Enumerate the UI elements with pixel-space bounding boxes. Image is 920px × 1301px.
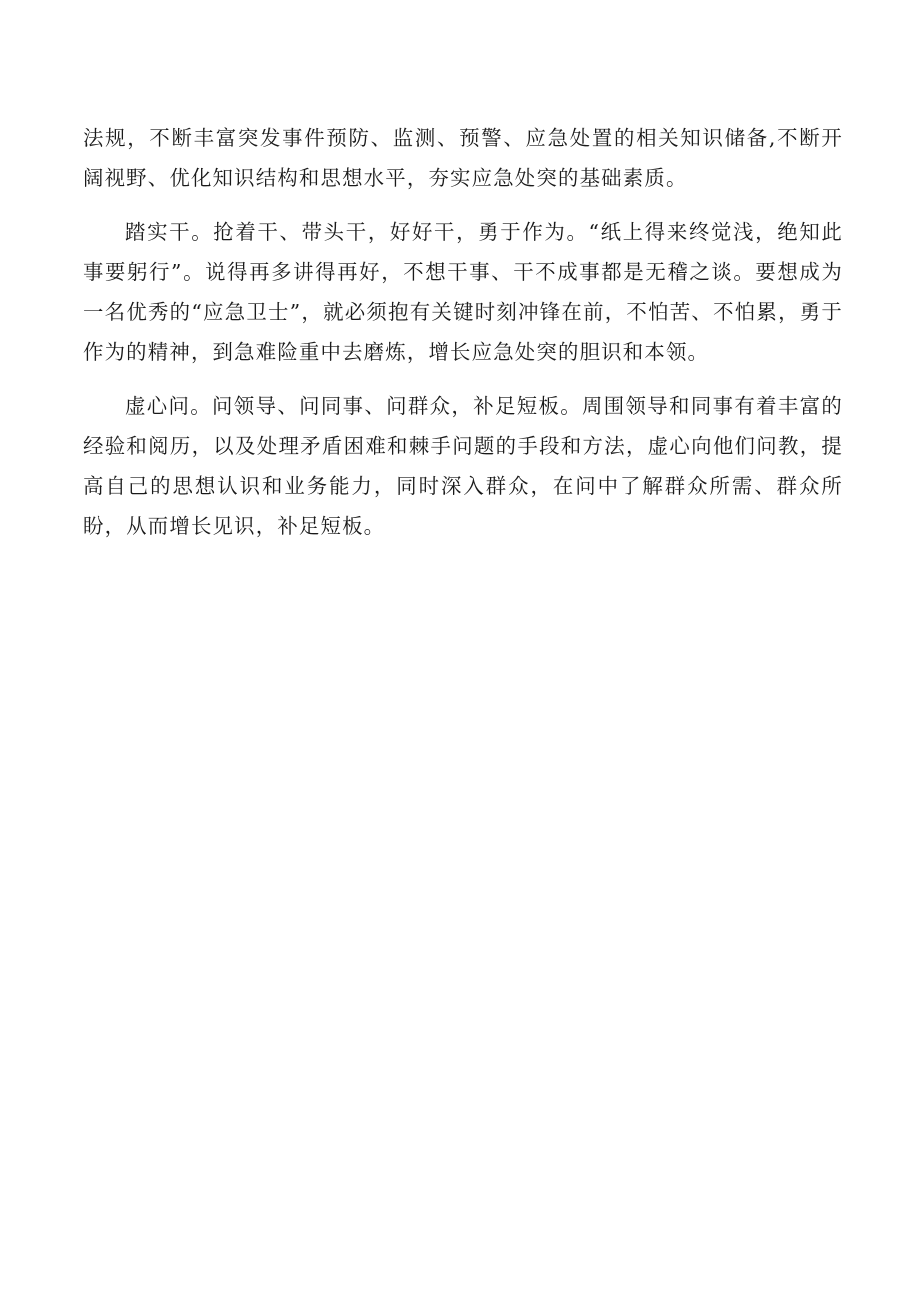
paragraph-xuxinwen: 虚心问。问领导、问同事、问群众，补足短板。周围领导和同事有着丰富的经验和阅历，以及处理矛盾困难和棘手问题的手段和方法，虚心向他们问教，提高自己的思想认识和业务能力，同时深入群众，在问中了解群众所需、群众所盼，从而增长见识，补足短板。 [83,394,843,538]
paragraph-continued: 法规，不断丰富突发事件预防、监测、预警、应急处置的相关知识储备,不断开阔视野、优化知识结构和思想水平，夯实应急处突的基础素质。 [83,126,843,190]
document-body [83,118,843,560]
paragraph-tashigan: 踏实干。抢着干、带头干，好好干，勇于作为。“纸上得来终觉浅，绝知此事要躬行”。说得再多讲得再好，不想干事、干不成事都是无稽之谈。要想成为一名优秀的“应急卫士”，就必须抱有关键时刻冲锋在前，不怕苦、不怕累，勇于作为的精神，到急难险重中去磨炼，增长应急处突的胆识和本领。 [83,220,843,364]
